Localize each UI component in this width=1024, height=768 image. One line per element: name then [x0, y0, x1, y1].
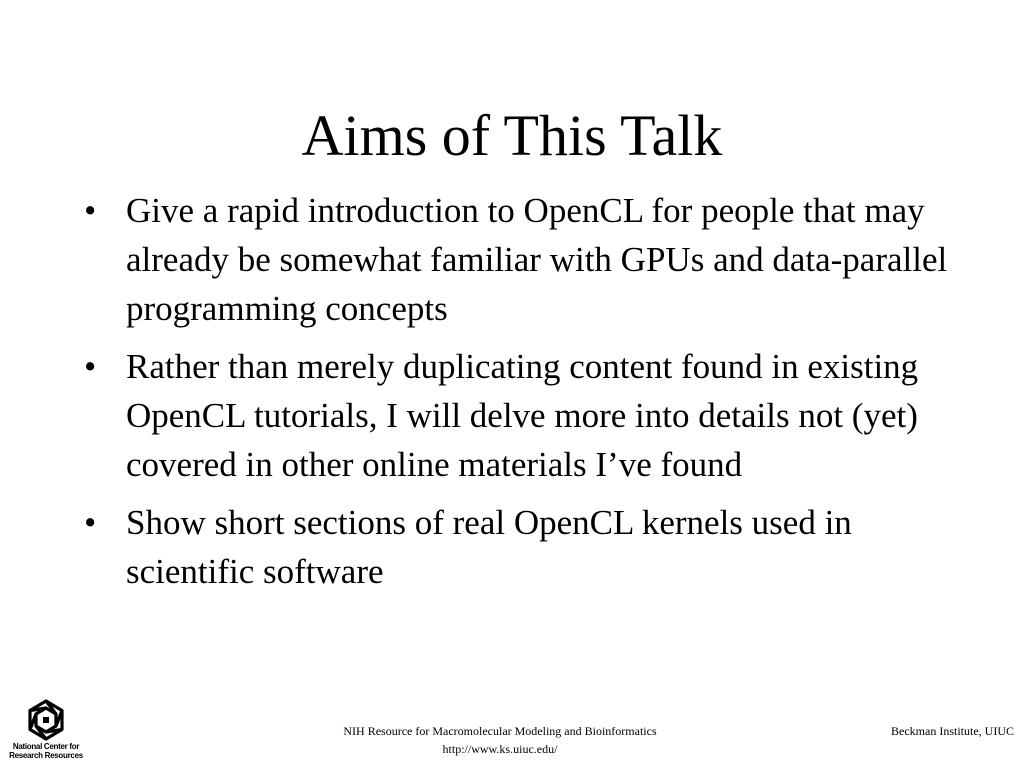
slide-title: Aims of This Talk: [301, 103, 723, 168]
bullet-marker: •: [84, 191, 97, 230]
bullet-item: [84, 186, 964, 333]
bullet-item: [84, 498, 964, 596]
bullet-marker: •: [84, 503, 97, 542]
ncrr-logo: [4, 698, 88, 764]
bullet-text: Rather than merely duplicating content found in existing OpenCL tutorials, I will delve more into details not (yet) covered in other online materials I’ve found: [126, 347, 919, 484]
footer-org-name: NIH Resource for Macromolecular Modeling and Bioinformatics: [343, 724, 657, 738]
bullet-marker: •: [84, 347, 97, 386]
logo-text-line2: Research Resources: [9, 751, 83, 760]
logo-text-line1: National Center for: [12, 742, 80, 751]
footer-institution: Beckman Institute, UIUC: [891, 724, 1014, 738]
bullet-list: [84, 186, 964, 605]
bullet-text: Show short sections of real OpenCL kernels used in scientific software: [126, 503, 852, 591]
ncrr-logo-icon: [4, 698, 88, 742]
footer-center: [270, 722, 730, 758]
bullet-text: Give a rapid introduction to OpenCL for people that may already be somewhat familiar with GPUs and data-parallel programming concepts: [126, 191, 948, 328]
bullet-item: [84, 342, 964, 489]
ncrr-logo-text: [4, 742, 88, 760]
footer-url: http://www.ks.uiuc.edu/: [442, 742, 558, 756]
